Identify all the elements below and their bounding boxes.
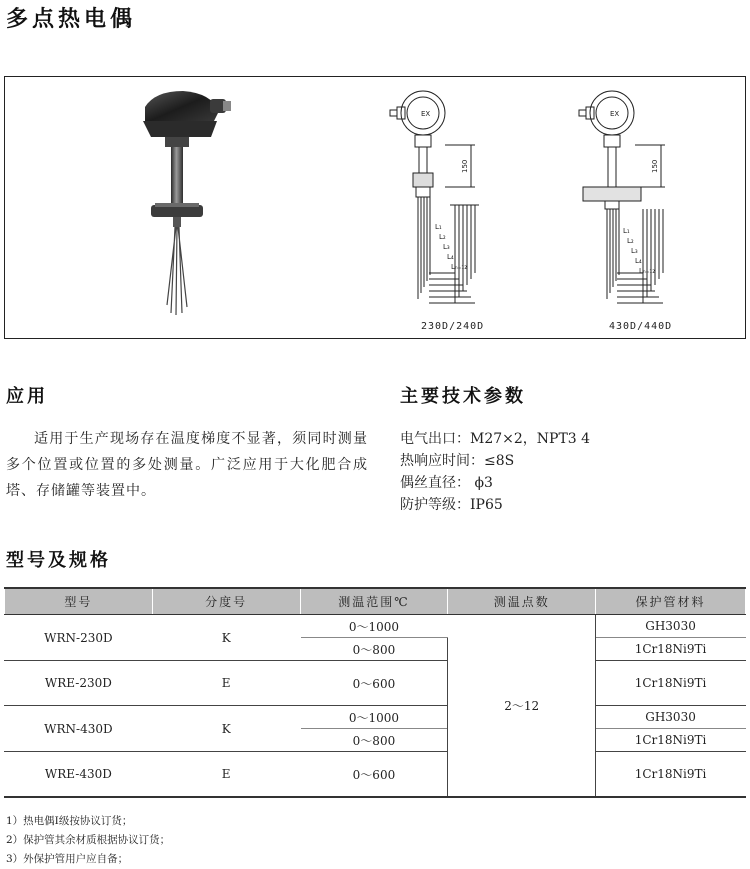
l-mark-2-a: L₂ (439, 233, 446, 241)
l-mark-n-a: Lₙ₌₁₂ (451, 263, 467, 271)
col-graduation: 分度号 (152, 588, 300, 615)
notes-list (6, 812, 170, 869)
tech-params-heading: 主要技术参数 (400, 386, 526, 407)
model-cell: WRN-430D (5, 706, 153, 752)
table-row (5, 615, 746, 638)
label-230d-240d: 230D/240D (421, 321, 485, 332)
ex-mark-b: EX (610, 110, 620, 118)
drawing-230d (390, 91, 479, 303)
table-row (5, 706, 746, 729)
graduation-cell: E (152, 661, 300, 706)
spec-heading: 型号及规格 (6, 550, 111, 571)
table-row (5, 661, 746, 706)
material-cell: 1Cr18Ni9Ti (596, 638, 746, 661)
l-mark-1-a: L₁ (435, 223, 442, 231)
l-mark-2-b: L₂ (627, 237, 634, 245)
note-3: 3）外保护管用户应自备； (6, 853, 129, 865)
material-cell: GH3030 (596, 706, 746, 729)
l-mark-3-a: L₃ (443, 243, 450, 251)
col-model: 型号 (5, 588, 153, 615)
model-cell: WRE-430D (5, 752, 153, 798)
l-mark-4-a: L₄ (447, 253, 454, 261)
note-1: 1）热电偶Ⅰ级按协议订货； (6, 815, 133, 827)
range-cell: 0～600 (300, 661, 448, 706)
param-electrical-outlet: 电气出口：M27×2，NPT3 4 (400, 431, 591, 447)
tech-params-list (400, 428, 590, 516)
range-cell: 0～1000 (300, 615, 448, 638)
col-points: 测温点数 (448, 588, 596, 615)
l-mark-4-b: L₄ (635, 257, 642, 265)
product-figure (4, 76, 746, 339)
table-row (5, 752, 746, 798)
material-cell: 1Cr18Ni9Ti (596, 729, 746, 752)
application-heading: 应用 (6, 386, 48, 407)
page-title: 多点热电偶 (6, 7, 137, 32)
material-cell: 1Cr18Ni9Ti (596, 661, 746, 706)
note-2: 2）保护管其余材质根据协议订货； (6, 834, 171, 846)
param-response-time: 热响应时间：≤8S (400, 453, 515, 469)
dimension-150-a: 150 (461, 159, 469, 173)
label-430d-440d: 430D/440D (609, 321, 673, 332)
graduation-cell: K (152, 706, 300, 752)
param-wire-diameter: 偶丝直径： ϕ3 (400, 475, 493, 491)
l-mark-n-b: Lₙ₌₁₂ (639, 267, 655, 275)
col-range: 测温范围℃ (300, 588, 448, 615)
ex-mark-a: EX (421, 110, 431, 118)
range-cell: 0～800 (300, 638, 448, 661)
material-cell: GH3030 (596, 615, 746, 638)
col-material: 保护管材料 (596, 588, 746, 615)
spec-table (4, 587, 746, 798)
l-mark-1-b: L₁ (623, 227, 630, 235)
application-text-block (6, 426, 368, 504)
product-drawings (5, 77, 747, 340)
l-mark-3-b: L₃ (631, 247, 638, 255)
range-cell: 0～1000 (300, 706, 448, 729)
graduation-cell: K (152, 615, 300, 661)
application-text: 适用于生产现场存在温度梯度不显著，须同时测量多个位置或位置的多处测量。广泛应用于大化肥合成塔、存储罐等装置中。 (6, 431, 368, 499)
dimension-150-b: 150 (651, 159, 659, 173)
range-cell: 0～800 (300, 729, 448, 752)
graduation-cell: E (152, 752, 300, 798)
model-cell: WRN-230D (5, 615, 153, 661)
model-cell: WRE-230D (5, 661, 153, 706)
material-cell: 1Cr18Ni9Ti (596, 752, 746, 798)
points-cell: 2～12 (448, 615, 596, 798)
param-protection-grade: 防护等级：IP65 (400, 497, 503, 513)
range-cell: 0～600 (300, 752, 448, 798)
thermocouple-photo (143, 91, 231, 315)
spec-header-row (5, 588, 746, 615)
